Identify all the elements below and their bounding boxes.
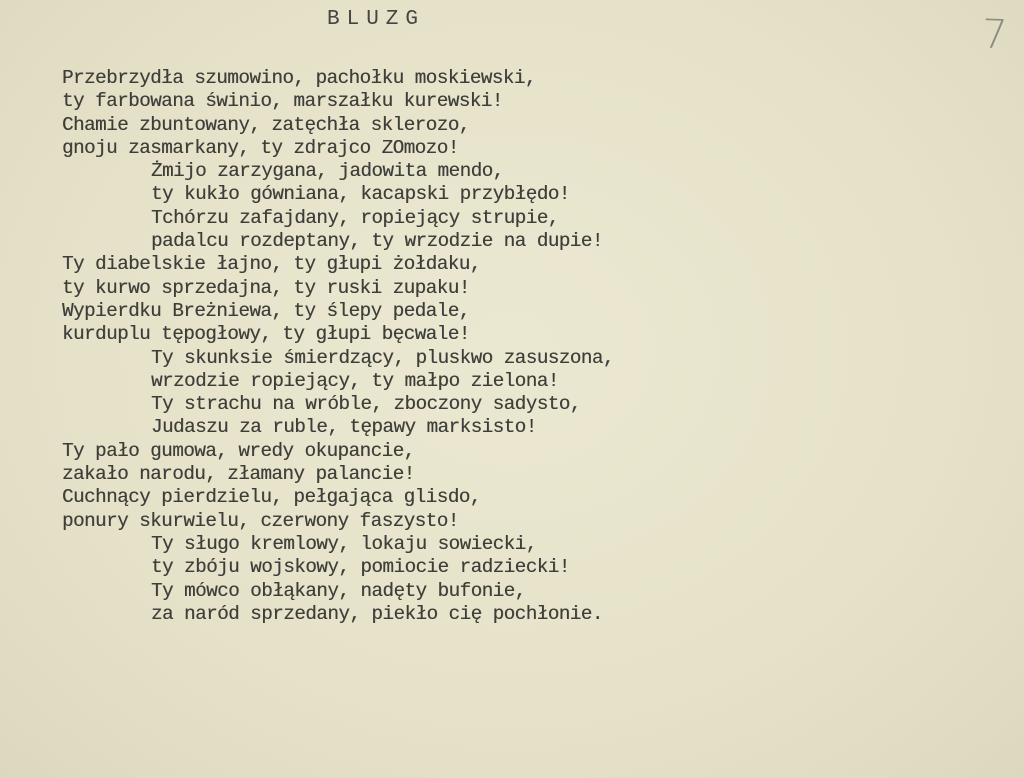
- poem-line: ty zbóju wojskowy, pomiocie radziecki!: [151, 556, 570, 579]
- poem-line: Cuchnący pierdzielu, pełgająca glisdo,: [62, 486, 481, 509]
- poem-line: Przebrzydła szumowino, pachołku moskiewski,: [62, 67, 536, 89]
- poem-line: Chamie zbuntowany, zatęchła sklerozo,: [62, 113, 470, 136]
- poem-line: Judaszu za ruble, tępawy marksisto!: [151, 416, 537, 439]
- poem-line: Ty strachu na wróble, zboczony sadysto,: [151, 393, 581, 416]
- poem-line: Ty mówco obłąkany, nadęty bufonie,: [151, 579, 526, 602]
- poem-line: ty farbowana świnio, marszałku kurewski!: [62, 90, 503, 113]
- poem-line: Ty skunksie śmierdzący, pluskwo zasuszona,: [151, 346, 614, 369]
- handwritten-page-number: 7: [981, 11, 1009, 59]
- poem-body: [62, 67, 614, 626]
- poem-line: gnoju zasmarkany, ty zdrajco ZOmozo!: [62, 136, 459, 159]
- poem-line: wrzodzie ropiejący, ty małpo zielona!: [151, 369, 559, 392]
- poem-line: za naród sprzedany, piekło cię pochłonie.: [151, 602, 603, 625]
- poem-line: ty kurwo sprzedajna, ty ruski zupaku!: [62, 276, 470, 299]
- poem-title: BLUZG: [327, 8, 426, 31]
- poem-line: kurduplu tępogłowy, ty głupi bęcwale!: [62, 323, 470, 346]
- poem-line: Ty diabelskie łajno, ty głupi żołdaku,: [62, 253, 481, 276]
- poem-line: Ty pało gumowa, wredy okupancie,: [62, 439, 415, 462]
- poem-line: Tchórzu zafajdany, ropiejący strupie,: [151, 206, 559, 229]
- poem-line: Żmijo zarzygana, jadowita mendo,: [151, 160, 504, 183]
- poem-line: ponury skurwielu, czerwony faszysto!: [62, 509, 459, 532]
- poem-line: ty kukło gówniana, kacapski przybłędo!: [151, 183, 570, 206]
- poem-line: Ty sługo kremlowy, lokaju sowiecki,: [151, 532, 537, 555]
- poem-line: Wypierdku Breżniewa, ty ślepy pedale,: [62, 299, 470, 322]
- poem-line: zakało narodu, złamany palancie!: [62, 463, 415, 486]
- poem-line: padalcu rozdeptany, ty wrzodzie na dupie!: [151, 230, 603, 253]
